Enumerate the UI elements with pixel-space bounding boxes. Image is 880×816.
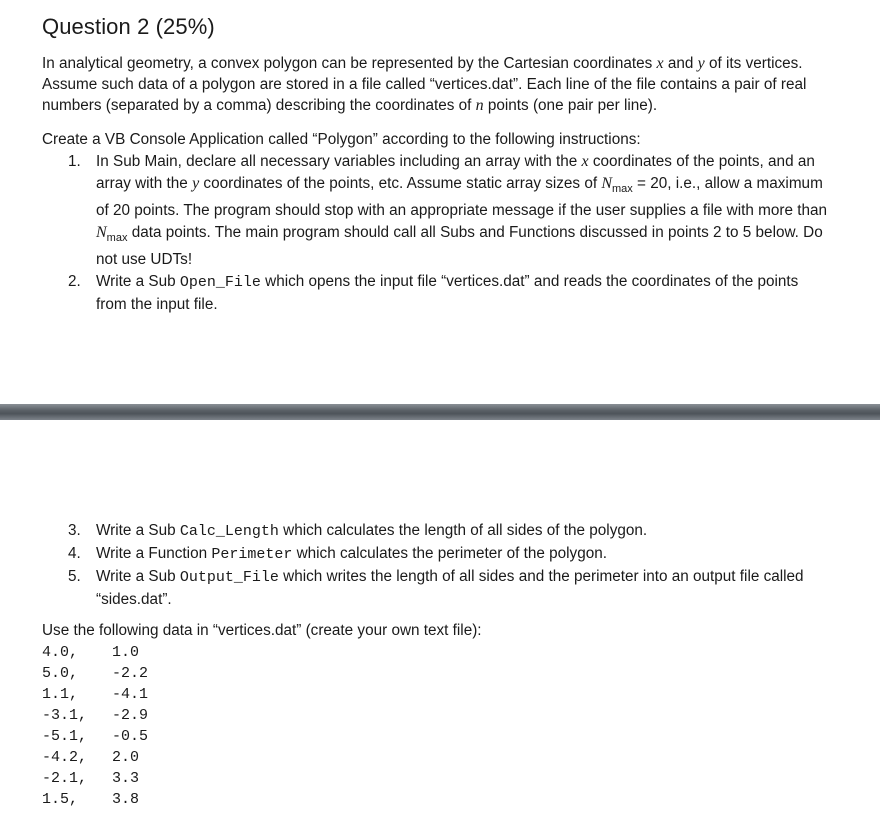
y-value: -2.2 — [112, 665, 149, 682]
instructions-lead: Create a VB Console Application called “Polygon” according to the following instructions: — [42, 131, 641, 148]
code-identifier: Output_File — [179, 569, 279, 586]
item-number: 2. — [68, 273, 81, 291]
vertex-row — [42, 726, 148, 747]
vertex-row — [42, 663, 148, 684]
y-value: 1.0 — [112, 644, 140, 661]
y-value: 3.3 — [112, 770, 140, 787]
intro-paragraph: In analytical geometry, a convex polygon can be represented by the Cartesian coordinates x and y of its vertices. Assume such data of a polygon are stored in a file called “vertices.dat”. Each line of the file contains a pair of real numbers (separated by a comma) describing the coordinates of n points (one pair per line). — [42, 55, 807, 114]
y-value: 3.8 — [112, 791, 140, 808]
instruction-item: 4. Write a Function Perimeter which calculates the perimeter of the polygon. — [68, 545, 607, 563]
item-number: 1. — [68, 153, 81, 170]
x-value: -2.1, — [42, 770, 88, 787]
y-value: -0.5 — [112, 728, 149, 745]
x-value: 1.5, — [42, 791, 79, 808]
x-value: 1.1, — [42, 686, 79, 703]
item-number: 5. — [68, 568, 81, 585]
instruction-list-part1 — [0, 151, 880, 316]
instruction-list-part2 — [0, 520, 880, 611]
data-lead: Use the following data in “vertices.dat” (create your own text file): — [42, 622, 482, 639]
question-title: Question 2 (25%) — [42, 14, 215, 39]
y-value: -2.9 — [112, 707, 149, 724]
code-identifier: Calc_Length — [179, 523, 279, 540]
code-identifier: Open_File — [179, 274, 261, 292]
x-value: -5.1, — [42, 728, 88, 745]
x-value: -4.2, — [42, 749, 88, 766]
y-value: 2.0 — [112, 749, 140, 766]
item-number: 4. — [68, 545, 81, 562]
instruction-item: 3. Write a Sub Calc_Length which calculates the length of all sides of the polygon. — [68, 522, 648, 540]
vertex-row — [42, 768, 148, 789]
x-value: 4.0, — [42, 644, 79, 661]
vertex-row — [42, 789, 148, 810]
instruction-item: 2. Write a Sub Open_File which opens the input file “vertices.dat” and reads the coordinates of the points from the input file. — [68, 273, 799, 314]
vertex-row — [42, 684, 148, 705]
y-value: -4.1 — [112, 686, 149, 703]
vertex-row — [42, 705, 148, 726]
vertices-data — [42, 642, 148, 810]
page-divider — [0, 404, 880, 420]
instruction-item: 1. In Sub Main, declare all necessary variables including an array with the x coordinates of the points, and an array with the y coordinates of the points, etc. Assume static array sizes of $N_{max} = 20$, i.e., allow a maximum of 20 points. The program should stop with an appropriate message if the user supplies a file with more than $N_{max}$ data points. The main program should call all Subs and Functions discussed in points 2 to 5 below. Do not use UDTs! — [68, 153, 827, 269]
x-value: 5.0, — [42, 665, 79, 682]
vertex-row — [42, 642, 148, 663]
x-value: -3.1, — [42, 707, 88, 724]
code-identifier: Perimeter — [211, 546, 293, 563]
instruction-item: 5. Write a Sub Output_File which writes the length of all sides and the perimeter into an output file called “sides.dat”. — [68, 568, 804, 608]
vertex-row — [42, 747, 148, 768]
item-number: 3. — [68, 522, 81, 539]
